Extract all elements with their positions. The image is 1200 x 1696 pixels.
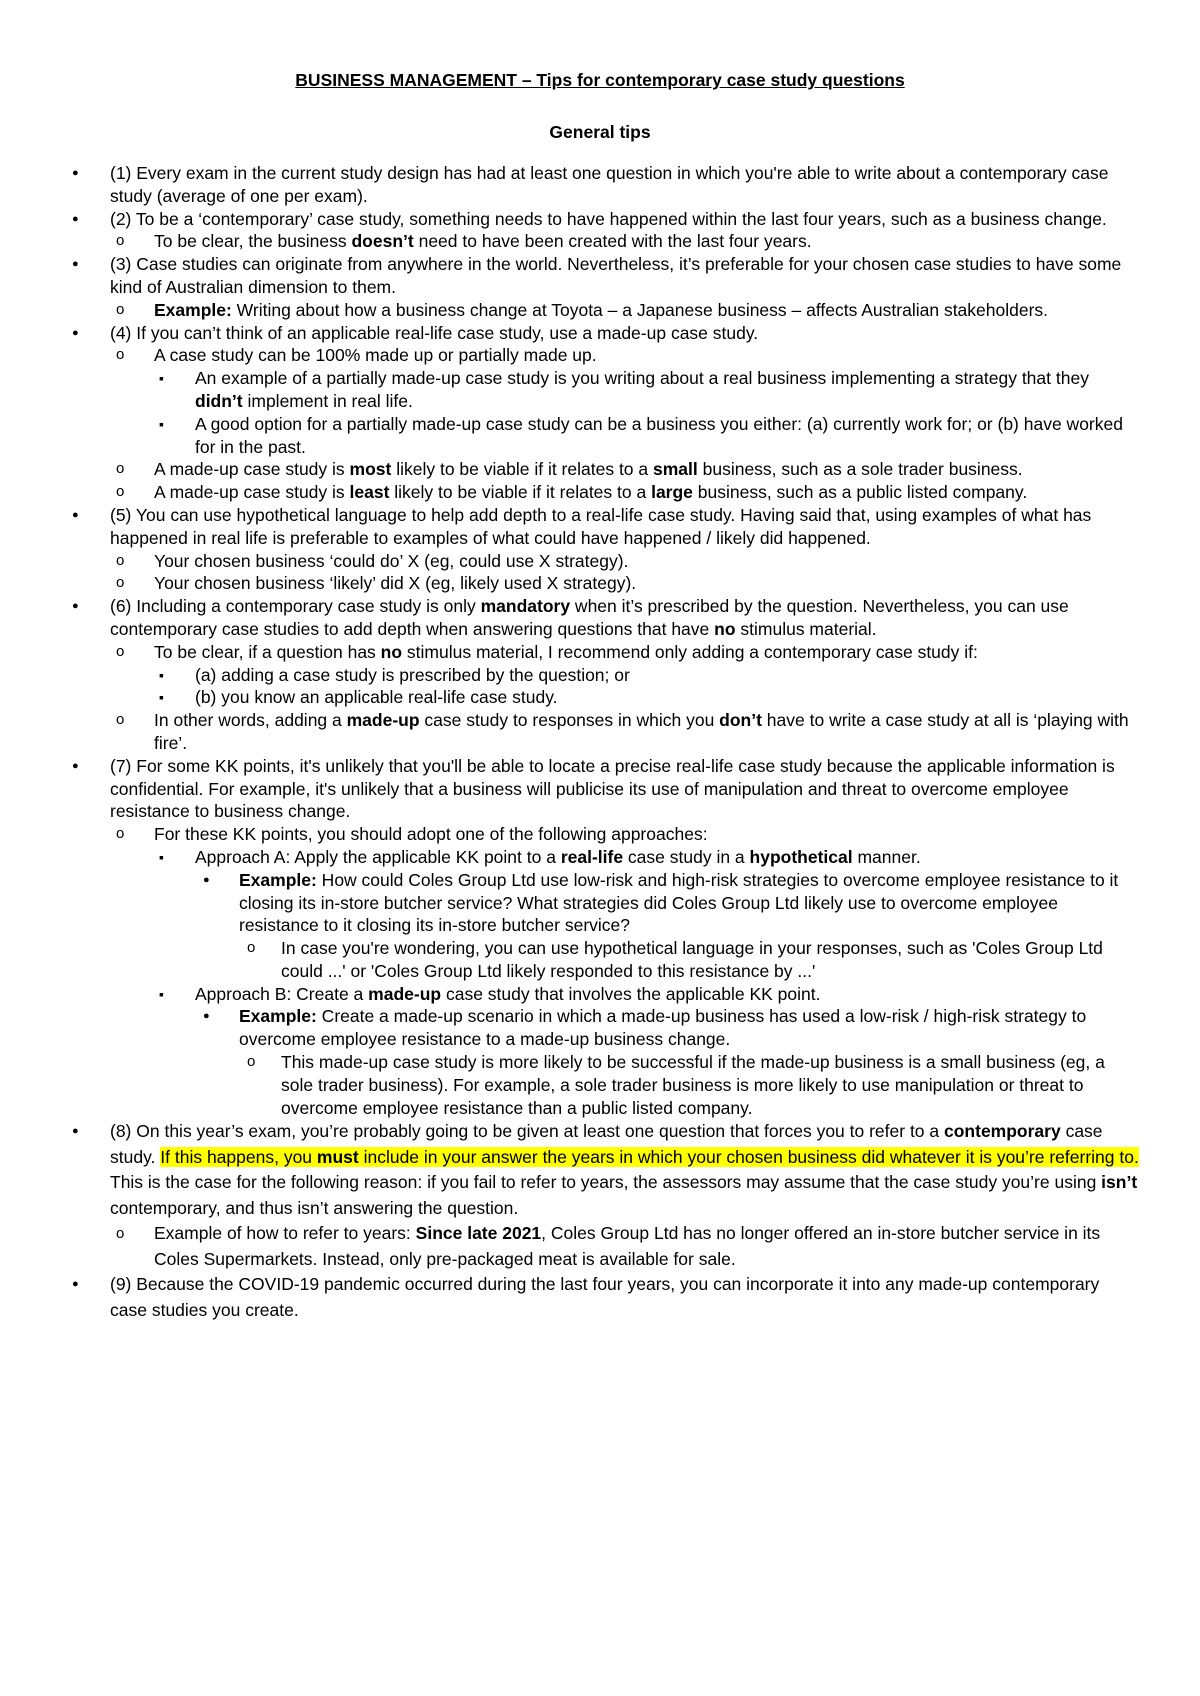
- tip-4-sub-c: o A made-up case study is least likely to be viable if it relates to a large business, such as a public listed company.: [154, 481, 1140, 504]
- tip-7-approach-b-note: o This made-up case study is more likely to be successful if the made-up business is a small business (eg, a sole trader business). For example, a sole trader business is more likely to use manipulation or threat to overcome employee resistance than a public listed company.: [281, 1051, 1140, 1119]
- tip-3: ● (3) Case studies can originate from anywhere in the world. Nevertheless, it’s preferable for your chosen case studies to have some kind of Australian dimension to them. o Example: Writing about how a business change at Toyota – a Japanese business – affects Australian stakeholders.: [110, 253, 1140, 321]
- tip-6-sub-a-2: ▪ (b) you know an applicable real-life case study.: [195, 686, 1140, 709]
- tip-7-approach-a-example: ● Example: How could Coles Group Ltd use low-risk and high-risk strategies to overcome employee resistance to it closing its in-store butcher service? What strategies did Coles Group Ltd likely use to overcome employee resistance to it closing its in-store butcher service? o In case you're wondering, you can use hypothetical language in your responses, such as 'Coles Group Ltd could ...' or 'Coles Group Ltd likely responded to this resistance by ...': [239, 869, 1140, 983]
- tip-2: ● (2) To be a ‘contemporary’ case study, something needs to have happened within the last four years, such as a business change. o To be clear, the business doesn’t need to have been created with the last four years.: [110, 208, 1140, 254]
- tip-7-sub-a: o For these KK points, you should adopt one of the following approaches: ▪ Approach A: Apply the applicable KK point to a real-life case study in a hypothetical manner. ● Example: How could Coles Group Ltd use low-risk and high-risk strategies to overcome employee resistance to it closing its in-store butcher service? What strategies did Coles Group Ltd likely use to overcome employee resistance to it closing its in-store butcher service? o In case you're wondering, you can use hypothetical language in your responses, such as 'Coles Group Ltd could ...' or 'Coles Group Ltd likely responded to this resistance by ...' ▪ Approach B: Create a made-up case study that involves the applicable KK point. ● Example: Create a made-up scenario in which a made-up business has used a low-risk / high-risk strategy to overcome employee resistance to a made-up business change. o This made-up case study is more likely to be successful if the made-up business is a small business (eg, a sole trader business). For example, a sole trader business is more likely to use manipulation or threat to overcome employee resistance than a public listed company.: [154, 823, 1140, 1119]
- tip-6-sub-a: o To be clear, if a question has no stimulus material, I recommend only adding a contemporary case study if: ▪ (a) adding a case study is prescribed by the question; or ▪ (b) you know an applicable real-life case study.: [154, 641, 1140, 709]
- tip-5: ● (5) You can use hypothetical language to help add depth to a real-life case study. Having said that, using examples of what has happened in real life is preferable to examples of what could have happened / likely did happened. o Your chosen business ‘could do’ X (eg, could use X strategy). o Your chosen business ‘likely’ did X (eg, likely used X strategy).: [110, 504, 1140, 595]
- tip-1: ● (1) Every exam in the current study design has had at least one question in which you're able to write about a contemporary case study (average of one per exam).: [110, 162, 1140, 208]
- tip-7-approach-b-example: ● Example: Create a made-up scenario in which a made-up business has used a low-risk / high-risk strategy to overcome employee resistance to a made-up business change. o This made-up case study is more likely to be successful if the made-up business is a small business (eg, a sole trader business). For example, a sole trader business is more likely to use manipulation or threat to overcome employee resistance than a public listed company.: [239, 1005, 1140, 1119]
- tip-7-approach-a-note: o In case you're wondering, you can use hypothetical language in your responses, such as 'Coles Group Ltd could ...' or 'Coles Group Ltd likely responded to this resistance by ...': [281, 937, 1140, 983]
- section-heading: General tips: [549, 122, 651, 142]
- tip-8-example: o Example of how to refer to years: Since late 2021, Coles Group Ltd has no longer offered an in-store butcher service in its Coles Supermarkets. Instead, only pre-packaged meat is available for sale.: [154, 1221, 1140, 1272]
- tip-7-approach-b: ▪ Approach B: Create a made-up case study that involves the applicable KK point. ● Example: Create a made-up scenario in which a made-up business has used a low-risk / high-risk strategy to overcome employee resistance to a made-up business change. o This made-up case study is more likely to be successful if the made-up business is a small business (eg, a sole trader business). For example, a sole trader business is more likely to use manipulation or threat to overcome employee resistance than a public listed company.: [195, 983, 1140, 1120]
- tip-6-sub-a-1: ▪ (a) adding a case study is prescribed by the question; or: [195, 664, 1140, 687]
- tip-3-example: o Example: Writing about how a business change at Toyota – a Japanese business – affects Australian stakeholders.: [154, 299, 1140, 322]
- tip-4-sub-a-1: ▪ An example of a partially made-up case study is you writing about a real business implementing a strategy that they didn’t implement in real life.: [195, 367, 1140, 413]
- tip-4-sub-b: o A made-up case study is most likely to be viable if it relates to a small business, such as a sole trader business.: [154, 458, 1140, 481]
- tip-2-sub: o To be clear, the business doesn’t need to have been created with the last four years.: [154, 230, 1140, 253]
- tips-list: [110, 162, 1140, 1323]
- tip-7-approach-a: ▪ Approach A: Apply the applicable KK point to a real-life case study in a hypothetical manner. ● Example: How could Coles Group Ltd use low-risk and high-risk strategies to overcome employee resistance to it closing its in-store butcher service? What strategies did Coles Group Ltd likely use to overcome employee resistance to it closing its in-store butcher service? o In case you're wondering, you can use hypothetical language in your responses, such as 'Coles Group Ltd could ...' or 'Coles Group Ltd likely responded to this resistance by ...': [195, 846, 1140, 983]
- tip-6: ● (6) Including a contemporary case study is only mandatory when it’s prescribed by the question. Nevertheless, you can use contemporary case studies to add depth when answering questions that have no stimulus material. o To be clear, if a question has no stimulus material, I recommend only adding a contemporary case study if: ▪ (a) adding a case study is prescribed by the question; or ▪ (b) you know an applicable real-life case study. o In other words, adding a made-up case study to responses in which you don’t have to write a case study at all is ‘playing with fire’.: [110, 595, 1140, 755]
- tip-5-sub-a: o Your chosen business ‘could do’ X (eg, could use X strategy).: [154, 550, 1140, 573]
- tips-content: [110, 162, 1140, 1323]
- tip-8: ● (8) On this year’s exam, you’re probably going to be given at least one question that forces you to refer to a contemporary case study. If this happens, you must include in your answer the years in which your chosen business did whatever it is you’re referring to. This is the case for the following reason: if you fail to refer to years, the assessors may assume that the case study you’re using isn’t contemporary, and thus isn’t answering the question. o Example of how to refer to years: Since late 2021, Coles Group Ltd has no longer offered an in-store butcher service in its Coles Supermarkets. Instead, only pre-packaged meat is available for sale.: [110, 1119, 1140, 1272]
- tip-9: ● (9) Because the COVID-19 pandemic occurred during the last four years, you can incorporate it into any made-up contemporary case studies you create.: [110, 1272, 1140, 1323]
- tip-4-sub-a-2: ▪ A good option for a partially made-up case study can be a business you either: (a) currently work for; or (b) have worked for in the past.: [195, 413, 1140, 459]
- tip-5-sub-b: o Your chosen business ‘likely’ did X (eg, likely used X strategy).: [154, 572, 1140, 595]
- tip-4: ● (4) If you can’t think of an applicable real-life case study, use a made-up case study. o A case study can be 100% made up or partially made up. ▪ An example of a partially made-up case study is you writing about a real business implementing a strategy that they didn’t implement in real life. ▪ A good option for a partially made-up case study can be a business you either: (a) currently work for; or (b) have worked for in the past. o A made-up case study is most likely to be viable if it relates to a small business, such as a sole trader business. o A made-up case study is least likely to be viable if it relates to a large business, such as a public listed company.: [110, 322, 1140, 504]
- tip-7: ● (7) For some KK points, it's unlikely that you'll be able to locate a precise real-life case study because the applicable information is confidential. For example, it's unlikely that a business will publicise its use of manipulation and threat to overcome employee resistance to business change. o For these KK points, you should adopt one of the following approaches: ▪ Approach A: Apply the applicable KK point to a real-life case study in a hypothetical manner. ● Example: How could Coles Group Ltd use low-risk and high-risk strategies to overcome employee resistance to it closing its in-store butcher service? What strategies did Coles Group Ltd likely use to overcome employee resistance to it closing its in-store butcher service? o In case you're wondering, you can use hypothetical language in your responses, such as 'Coles Group Ltd could ...' or 'Coles Group Ltd likely responded to this resistance by ...' ▪ Approach B: Create a made-up case study that involves the applicable KK point. ● Example: Create a made-up scenario in which a made-up business has used a low-risk / high-risk strategy to overcome employee resistance to a made-up business change. o This made-up case study is more likely to be successful if the made-up business is a small business (eg, a sole trader business). For example, a sole trader business is more likely to use manipulation or threat to overcome employee resistance than a public listed company.: [110, 755, 1140, 1120]
- highlighted-text: If this happens, you must include in your answer the years in which your chosen business did whatever it is you’re referring to.: [160, 1146, 1139, 1167]
- tip-4-sub-a: o A case study can be 100% made up or partially made up. ▪ An example of a partially made-up case study is you writing about a real business implementing a strategy that they didn’t implement in real life. ▪ A good option for a partially made-up case study can be a business you either: (a) currently work for; or (b) have worked for in the past.: [154, 344, 1140, 458]
- document-title: BUSINESS MANAGEMENT – Tips for contemporary case study questions: [295, 70, 905, 90]
- tip-6-sub-b: o In other words, adding a made-up case study to responses in which you don’t have to write a case study at all is ‘playing with fire’.: [154, 709, 1140, 755]
